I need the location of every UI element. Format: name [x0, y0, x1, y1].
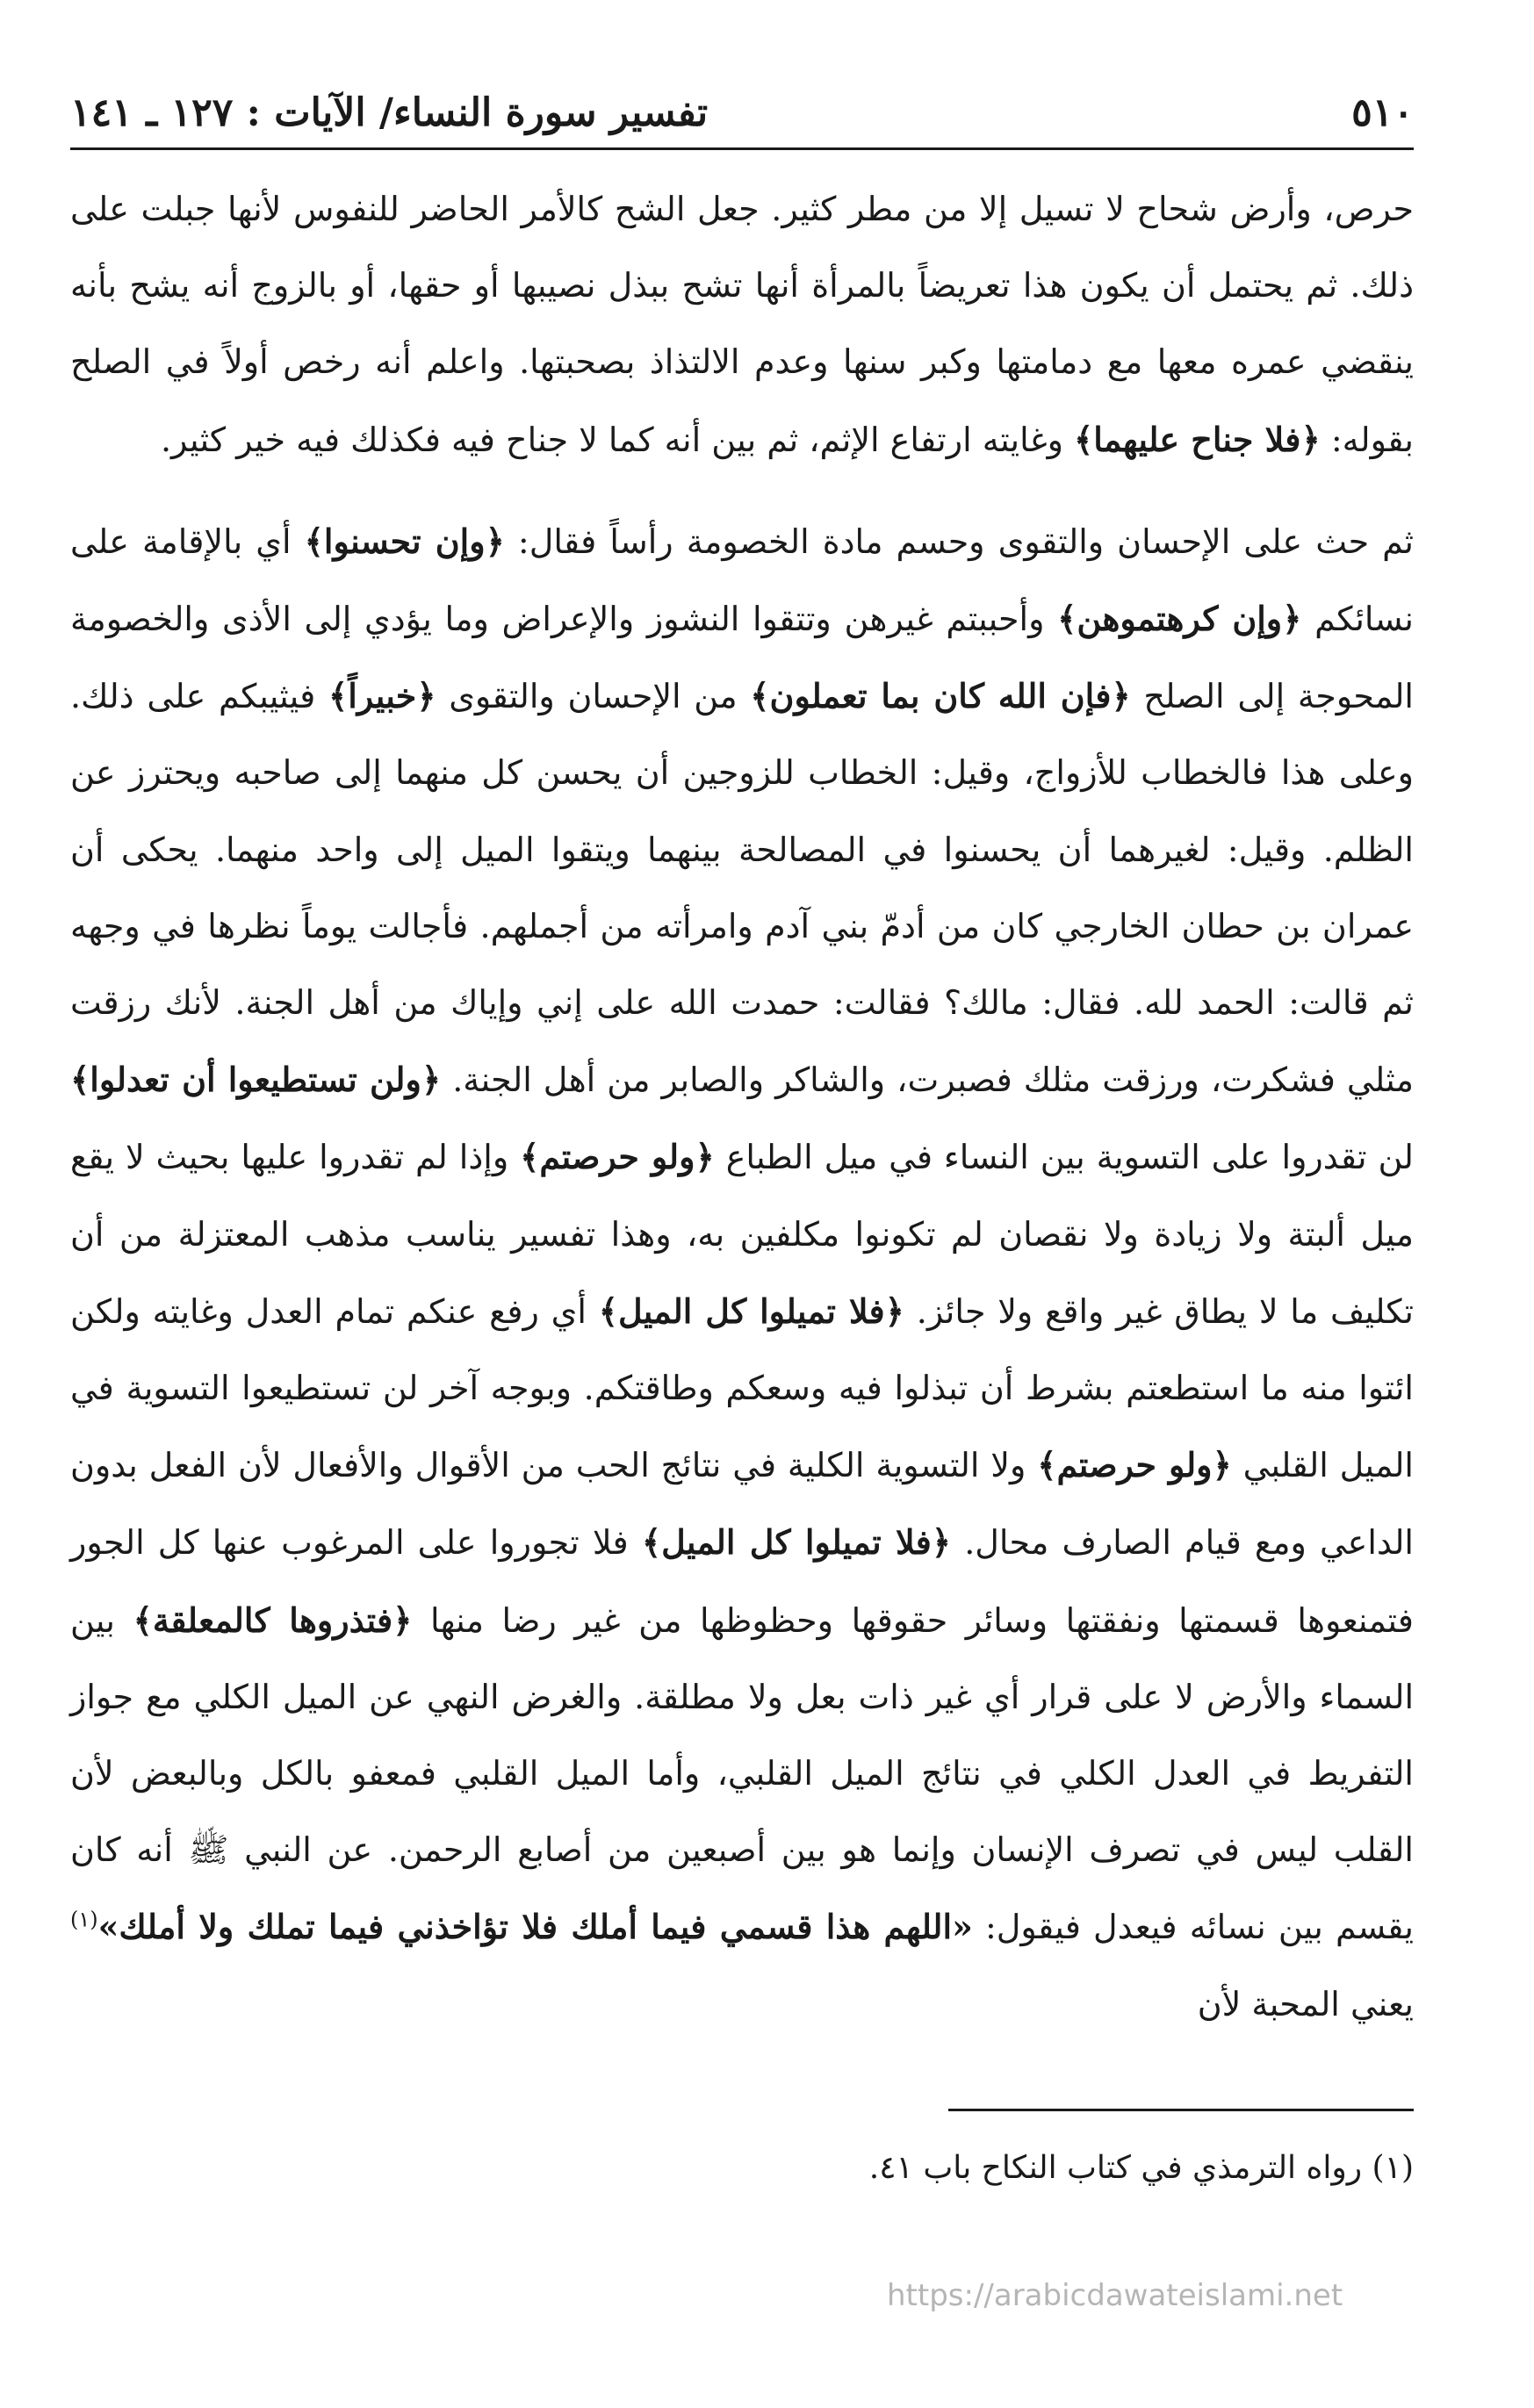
- text-run: لن تقدروا على التسوية بين النساء في ميل الطباع: [725, 1138, 1414, 1177]
- text-run: ثم حث على الإحسان والتقوى وحسم مادة الخصومة رأساً فقال:: [517, 521, 1414, 561]
- body-text: [70, 171, 1414, 2043]
- text-run: ولا التسوية الكلية في نتائج الحب من الأقوال والأفعال لأن الفعل بدون الداعي ومع قيام الصارف محال.: [70, 1446, 1414, 1563]
- header-rule: [70, 147, 1414, 150]
- quran-quote: ﴿فلا جناح عليهما﴾: [1074, 419, 1321, 459]
- quran-quote: ﴿فلا تميلوا كل الميل﴾: [641, 1522, 952, 1563]
- quran-quote: ﴿فإن الله كان بما تعملون﴾: [750, 676, 1131, 716]
- quran-quote: ﴿خبيراً﴾: [328, 676, 436, 716]
- quran-quote: ﴿ولو حرصتم﴾: [1037, 1445, 1232, 1485]
- text-run: وإذا لم تقدروا عليها بحيث لا يقع ميل ألبتة ولا زيادة ولا نقصان لم تكونوا مكلفين به، وهذا تفسير يناسب مذهب المعتزلة من أن تكليف ما لا يطاق غير واقع ولا جائز.: [70, 1138, 1414, 1331]
- footnote-rule: [948, 2109, 1414, 2111]
- page-number: ٥١٠: [1351, 90, 1414, 135]
- quran-quote: ﴿فتذروها كالمعلقة﴾: [133, 1599, 413, 1640]
- paragraph-2: [70, 503, 1414, 2043]
- hadith-quote: «اللهم هذا قسمي فيما أملك فلا تؤاخذني فيما تملك ولا أملك»: [97, 1907, 973, 1947]
- text-run: فيثيبكم على ذلك. وعلى هذا فالخطاب للأزواج، وقيل: الخطاب للزوجين أن يحسن كل منهما إلى صاحبه ويحترز عن الظلم. وقيل: لغيرهما أن يحسنوا في المصالحة بينهما ويتقوا الميل إلى واحد منهما. يحكى أن عمران بن حطان الخارجي كان من أدمّ بني آدم وامرأته من أجملهم. فأجالت يوماً نظرها في وجهه ثم قالت: الحمد لله. فقال: مالك؟ فقالت: حمدت الله على إني وإياك من أهل الجنة. لأنك رزقت مثلي فشكرت، ورزقت مثلك فصبرت، والشاكر والصابر من أهل الجنة.: [70, 677, 1414, 1100]
- quran-quote: ﴿ولو حرصتم﴾: [520, 1137, 715, 1177]
- text-run: بين السماء والأرض لا على قرار أي غير ذات بعل ولا مطلقة. والغرض النهي عن الميل الكلي مع جواز التفريط في العدل الكلي في نتائج الميل القلبي، وأما الميل القلبي فمعفو بالكل وبالبعض لأن القلب ليس في تصرف الإنسان وإنما هو بين أصبعين من أصابع الرحمن. عن النبي ﷺ أنه كان يقسم بين نسائه فيعدل فيقول:: [70, 1600, 1414, 1947]
- paragraph-1: [70, 171, 1414, 478]
- footnote: (١) رواه الترمذي في كتاب النكاح باب ٤١.: [868, 2150, 1414, 2186]
- text-run: أي بالإقامة على نسائكم: [70, 521, 1414, 639]
- footnote-marker: (١): [70, 1907, 98, 1932]
- text-run: وغايته ارتفاع الإثم، ثم بين أنه كما لا جناح فيه فكذلك فيه خير كثير.: [160, 420, 1063, 459]
- text-run: فلا تجوروا على المرغوب عنها كل الجور فتمنعوها قسمتها ونفقتها وسائر حقوقها وحظوظها من غير رضا منها: [70, 1523, 1414, 1640]
- quran-quote: ﴿ولن تستطيعوا أن تعدلوا﴾: [70, 1060, 442, 1100]
- quran-quote: ﴿فلا تميلوا كل الميل﴾: [598, 1290, 904, 1331]
- text-run: حرص، وأرض شحاح لا تسيل إلا من مطر كثير. جعل الشح كالأمر الحاضر للنفوس لأنها جبلت على ذلك. ثم يحتمل أن يكون هذا تعريضاً بالمرأة أنها تشح ببذل نصيبها أو حقها، أو بالزوج أنه يشح بأنه ينقضي عمره معها مع دمامتها وكبر سنها وعدم الالتذاذ بصحبتها. واعلم أنه رخص أولاً في الصلح بقوله:: [70, 190, 1414, 459]
- text-run: من الإحسان والتقوى: [449, 677, 738, 716]
- text-run: وأحببتم غيرهن وتتقوا النشوز والإعراض وما يؤدي إلى الأذى والخصومة المحوجة إلى الصلح: [70, 600, 1414, 716]
- text-run: يعني المحبة لأن: [1197, 1984, 1414, 2023]
- page-header: [70, 83, 1414, 145]
- quran-quote: ﴿وإن كرهتموهن﴾: [1057, 599, 1302, 639]
- quran-quote: ﴿وإن تحسنوا﴾: [304, 521, 505, 561]
- text-run: أي رفع عنكم تمام العدل وغايته ولكن ائتوا منه ما استطعتم بشرط أن تبذلوا فيه وسعكم وطاقتكم. وبوجه آخر لن تستطيعوا التسوية في الميل القلبي: [70, 1291, 1414, 1485]
- running-head: تفسير سورة النساء/ الآيات : ١٢٧ ـ ١٤١: [70, 90, 709, 135]
- watermark-url: https://arabicdawateislami.net: [887, 2278, 1343, 2313]
